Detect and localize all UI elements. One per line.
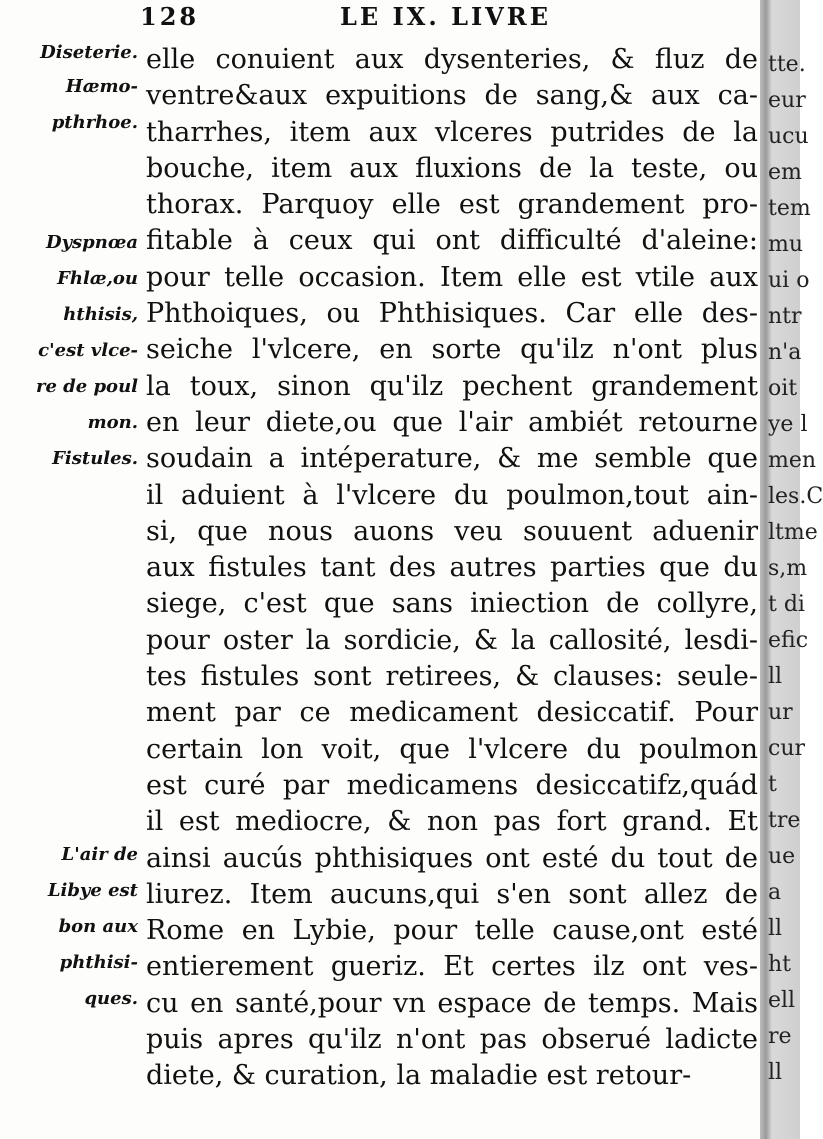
adjacent-fragment: ht [768,952,792,977]
adjacent-page-edge [760,0,823,1139]
margin-note: Fistules. [52,448,138,469]
text-line: en leur diete,ou que l'air ambiét retourne [146,406,758,438]
text-line: puis apres qu'ilz n'ont pas obserué ladicte [146,1024,758,1056]
margin-note: Fhlæ,ou [57,268,138,289]
margin-note: ques. [84,988,138,1009]
text-line: elle conuient aux dysenteries, & fluz de [146,44,758,75]
adjacent-fragment: ue [768,844,796,869]
text-line: diete, & curation, la maladie est retour- [146,1060,692,1092]
text-line: Rome en Lybie, pour telle cause,ont esté [146,915,758,947]
text-line: si, que nous auons veu souuent aduenir [146,515,758,547]
text-line: il aduient à l'vlcere du poulmon,tout ain- [146,479,758,511]
margin-note: phthisi- [59,952,138,973]
adjacent-fragment: les.C [768,484,823,509]
running-title: LE IX. LIVRE [340,2,552,31]
text-line: ventre&aux expuitions de sang,& aux ca- [146,80,758,112]
adjacent-fragment: cur [768,736,806,761]
adjacent-fragment: ucu [768,124,809,149]
text-line: il est mediocre, & non pas fort grand. Et [146,806,758,838]
text-line: seiche l'vlcere, en sorte qu'ilz n'ont plus [146,334,758,366]
adjacent-fragment: t [768,772,777,797]
text-line: entierement gueriz. Et certes ilz ont ves- [146,951,758,983]
margin-note: mon. [87,412,138,433]
text-line: ainsi aucús phthisiques ont esté du tout de [146,842,758,874]
adjacent-fragment: ll [768,916,783,941]
adjacent-fragment: ye l [768,412,808,437]
text-line: soudain a intéperature, & me semble que [146,443,758,475]
margin-note: re de poul [35,376,138,397]
text-line: tharrhes, item aux vlceres putrides de la [146,116,758,148]
adjacent-fragment: tte. [768,52,806,77]
text-line: fitable à ceux qui ont difficulté d'aleine: [146,225,758,257]
adjacent-fragment: re [768,1024,792,1049]
adjacent-fragment: t di [768,592,805,617]
adjacent-fragment: ntr [768,304,802,329]
page-number: 128 [140,2,200,31]
text-line: est curé par medicamens desiccatifz,quád [146,769,758,801]
adjacent-fragment: ui o [768,268,810,293]
adjacent-fragment: mu [768,232,804,257]
margin-note: Libye est [47,880,138,901]
adjacent-fragment: men [768,448,817,473]
adjacent-fragment: s,m [768,556,808,581]
text-line: certain lon voit, que l'vlcere du poulmon [146,733,758,765]
text-line: bouche, item aux fluxions de la teste, ou [146,152,758,184]
adjacent-fragment: tre [768,808,801,833]
margin-note: c'est vlce- [38,340,138,361]
adjacent-fragment: ll [768,664,783,689]
margin-note: hthisis, [63,304,138,325]
page-header [140,2,740,34]
adjacent-fragment: ltme [768,520,818,545]
adjacent-fragment: a [768,880,782,905]
adjacent-fragment: efic [768,628,809,653]
text-line: pour oster la sordicie, & la callosité, lesdi- [146,624,758,656]
text-line: tes fistules sont retirees, & clauses: seule- [146,661,758,693]
adjacent-fragment: eur [768,88,806,113]
text-line: ment par ce medicament desiccatif. Pour [146,697,758,729]
adjacent-fragment: tem [768,196,811,221]
margin-note: L'air de [61,844,138,865]
text-line: liurez. Item aucuns,qui s'en sont allez de [146,878,758,910]
text-line: Phthoiques, ou Phthisiques. Car elle des- [146,298,758,330]
adjacent-fragment: ur [768,700,793,725]
margin-note: pthrhoe. [51,112,138,133]
body-text [146,42,758,1095]
adjacent-fragment: ll [768,1060,783,1085]
text-line: thorax. Parquoy elle est grandement pro- [146,189,758,221]
margin-note: Diseterie. [40,42,138,63]
adjacent-fragment: em [768,160,802,185]
text-line: cu en santé,pour vn espace de temps. Mais [146,987,758,1019]
margin-note: Dyspnœa [45,232,138,253]
text-line: aux fistules tant des autres parties que du [146,552,758,584]
text-line: pour telle occasion. Item elle est vtile aux [146,261,758,293]
margin-note: Hæmo- [65,76,138,97]
text-line: siege, c'est que sans iniection de collyre, [146,588,758,620]
adjacent-fragment: oit [768,376,798,401]
adjacent-fragment: n'a [768,340,802,365]
text-line: la toux, sinon qu'ilz pechent grandement [146,370,758,402]
adjacent-fragment: ell [768,988,796,1013]
margin-note: bon aux [58,916,138,937]
